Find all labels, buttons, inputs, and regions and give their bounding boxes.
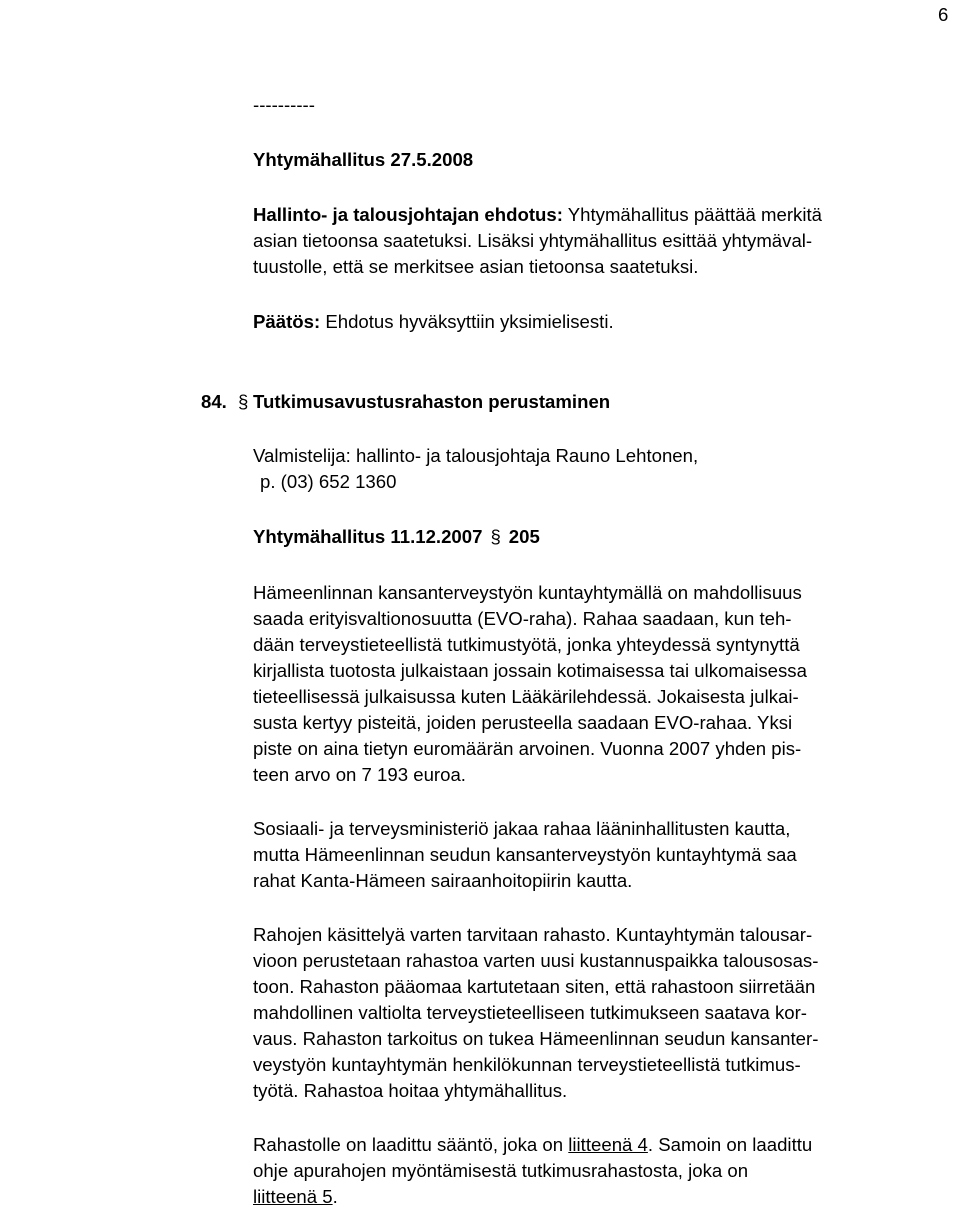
- proposal-line-1: [253, 202, 822, 228]
- page-number: 6: [938, 4, 949, 25]
- p1-line-4: kirjallista tuotosta julkaistaan jossain kotimaisessa tai ulkomaisessa: [253, 660, 807, 681]
- p3-line-3: toon. Rahaston pääomaa kartutetaan siten, että rahastoon siirretään: [253, 976, 816, 997]
- attachment-5-link[interactable]: liitteenä 5: [253, 1186, 333, 1207]
- meeting-heading-1: Yhtymähallitus 27.5.2008: [253, 149, 474, 170]
- p3-line-4: mahdollinen valtiolta terveystieteelliseen tutkimukseen saatava kor-: [253, 1002, 807, 1023]
- meeting-heading-2: [253, 524, 540, 550]
- p4-line1-tail: . Samoin on laadittu: [647, 1134, 813, 1155]
- item-number: 84.: [201, 391, 227, 412]
- p2-line-2: mutta Hämeenlinnan seudun kansanterveystyön kuntayhtymä saa: [253, 844, 797, 865]
- p1-line-1: Hämeenlinnan kansanterveystyön kuntayhtymällä on mahdollisuus: [253, 582, 802, 603]
- proposal-label: Hallinto- ja talousjohtajan ehdotus:: [253, 204, 563, 225]
- preparer-line-1: Valmistelija: hallinto- ja talousjohtaja Rauno Lehtonen,: [253, 445, 699, 466]
- section-sign-1: §: [238, 391, 249, 412]
- meeting2-heading: Yhtymähallitus 11.12.2007: [253, 526, 483, 547]
- p4-line-2: ohje apurahojen myöntämisestä tutkimusrahastosta, joka on: [253, 1160, 749, 1181]
- p1-line-3: dään terveystieteellistä tutkimustyötä, jonka yhteydessä syntynyttä: [253, 634, 800, 655]
- p4-line-3: [253, 1184, 338, 1210]
- p4-line-1: [253, 1132, 812, 1158]
- p4-line1-text: Rahastolle on laadittu sääntö, joka on: [253, 1134, 569, 1155]
- proposal-line-2: asian tietoonsa saatetuksi. Lisäksi yhtymähallitus esittää yhtymäval-: [253, 230, 813, 251]
- p1-line-7: piste on aina tietyn euromäärän arvoinen. Vuonna 2007 yhden pis-: [253, 738, 802, 759]
- section-sign-2: §: [490, 526, 501, 547]
- p2-line-3: rahat Kanta-Hämeen sairaanhoitopiirin kautta.: [253, 870, 633, 891]
- decision-text: Ehdotus hyväksyttiin yksimielisesti.: [320, 311, 614, 332]
- proposal-text: Yhtymähallitus päättää merkitä: [562, 204, 822, 225]
- meeting2-ref: 205: [508, 526, 540, 547]
- separator-line: ----------: [253, 94, 315, 115]
- p1-line-8: teen arvo on 7 193 euroa.: [253, 764, 466, 785]
- p3-line-2: vioon perustetaan rahastoa varten uusi kustannuspaikka talousosas-: [253, 950, 819, 971]
- p1-line-2: saada erityisvaltionosuutta (EVO-raha). Rahaa saadaan, kun teh-: [253, 608, 792, 629]
- attachment-4-link[interactable]: liitteenä 4: [568, 1134, 648, 1155]
- decision-label: Päätös:: [253, 311, 321, 332]
- p3-line-6: veystyön kuntayhtymän henkilökunnan terveystieteellistä tutkimus-: [253, 1054, 801, 1075]
- p3-line-5: vaus. Rahaston tarkoitus on tukea Hämeenlinnan seudun kansanter-: [253, 1028, 819, 1049]
- decision-line: [253, 309, 614, 335]
- item-title: Tutkimusavustusrahaston perustaminen: [253, 391, 611, 412]
- p1-line-6: susta kertyy pisteitä, joiden perusteella saadaan EVO-rahaa. Yksi: [253, 712, 793, 733]
- p2-line-1: Sosiaali- ja terveysministeriö jakaa rahaa lääninhallitusten kautta,: [253, 818, 791, 839]
- proposal-line-3: tuustolle, että se merkitsee asian tietoonsa saatetuksi.: [253, 256, 699, 277]
- preparer-line-2: p. (03) 652 1360: [260, 471, 397, 492]
- p3-line-1: Rahojen käsittelyä varten tarvitaan rahasto. Kuntayhtymän talousar-: [253, 924, 813, 945]
- p4-line3-tail: .: [332, 1186, 338, 1207]
- p3-line-7: työtä. Rahastoa hoitaa yhtymähallitus.: [253, 1080, 568, 1101]
- p1-line-5: tieteellisessä julkaisussa kuten Lääkärilehdessä. Jokaisesta julkai-: [253, 686, 799, 707]
